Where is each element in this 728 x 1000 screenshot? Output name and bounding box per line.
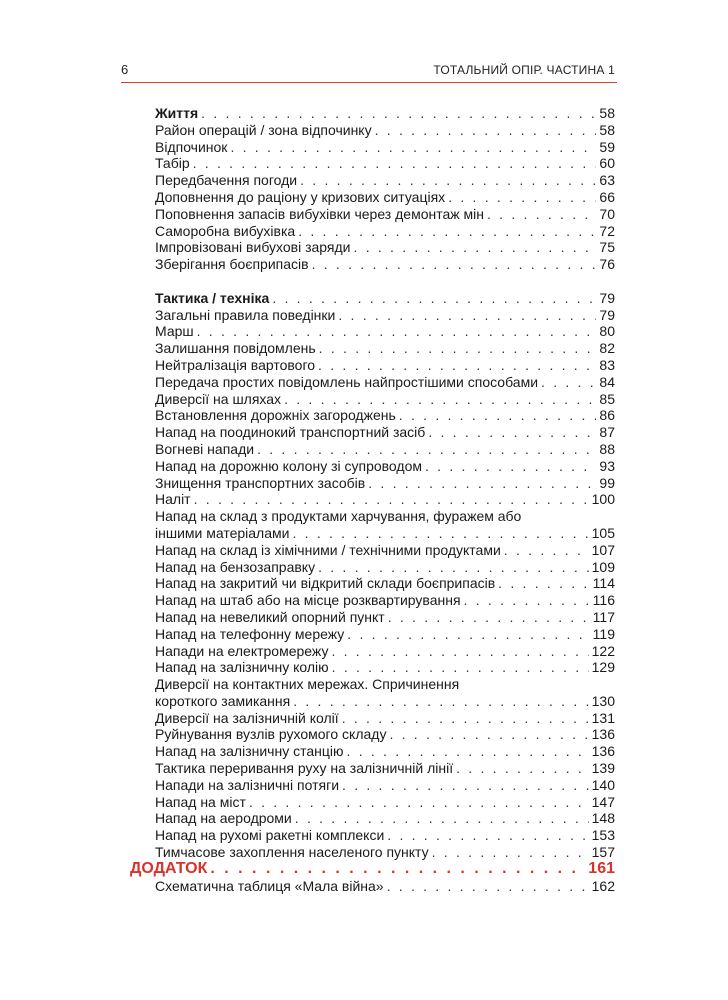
toc-entry-page: 72 bbox=[599, 222, 615, 239]
toc-entry[interactable] bbox=[155, 609, 615, 626]
toc-entry-page: 114 bbox=[592, 575, 615, 592]
toc-entry[interactable] bbox=[155, 643, 615, 660]
toc-entry-label: Напади на електромережу bbox=[155, 642, 329, 659]
dot-leader bbox=[387, 878, 589, 895]
toc-entry-label-line1: Диверсії на контактних мережах. Спричинення bbox=[155, 676, 460, 693]
toc-entry-label: Напад на телефонну мережу bbox=[155, 625, 345, 642]
dot-leader bbox=[193, 155, 597, 172]
dot-leader bbox=[399, 407, 597, 424]
dot-leader bbox=[284, 391, 596, 408]
toc-entry[interactable] bbox=[155, 878, 615, 895]
page-header bbox=[121, 60, 617, 84]
toc-entry[interactable] bbox=[155, 139, 615, 156]
dot-leader bbox=[201, 105, 596, 122]
toc-entry[interactable] bbox=[155, 223, 615, 240]
toc-entry-label: Встановлення дорожніх загороджень bbox=[155, 407, 396, 424]
toc-entry-label: Диверсії на залізничній колії bbox=[155, 709, 339, 726]
toc-entry[interactable] bbox=[155, 559, 615, 576]
dot-leader bbox=[541, 374, 596, 391]
dot-leader bbox=[368, 475, 596, 492]
toc-entry-page: 119 bbox=[592, 625, 615, 642]
toc-entry-page: 136 bbox=[591, 743, 615, 760]
toc-entry-label: Знищення транспортних засобів bbox=[155, 474, 366, 491]
toc-entry-label: Зберігання боєприпасів bbox=[155, 256, 309, 273]
toc-entry-page: 140 bbox=[591, 776, 615, 793]
appendix-entry[interactable] bbox=[130, 859, 615, 879]
dot-leader bbox=[319, 340, 597, 357]
toc-entry-page: 139 bbox=[591, 760, 615, 777]
dot-leader bbox=[295, 810, 589, 827]
toc-entry[interactable] bbox=[155, 760, 615, 777]
toc-entry-label: Табір bbox=[155, 155, 190, 172]
toc-entry-page: 129 bbox=[591, 659, 615, 676]
toc-entry[interactable] bbox=[155, 491, 615, 508]
toc-entry[interactable] bbox=[155, 424, 615, 441]
toc-entry[interactable] bbox=[155, 323, 615, 340]
dot-leader bbox=[448, 189, 596, 206]
toc-entry[interactable] bbox=[155, 726, 615, 743]
toc-entry-label: Передбачення погоди bbox=[155, 172, 298, 189]
toc-entry[interactable] bbox=[155, 827, 615, 844]
toc-entry-page: 59 bbox=[599, 138, 615, 155]
toc-entry[interactable] bbox=[155, 575, 615, 592]
toc-entry[interactable] bbox=[155, 441, 615, 458]
toc-entry[interactable] bbox=[155, 794, 615, 811]
toc-entry-label: Саморобна вибухівка bbox=[155, 222, 296, 239]
toc-entry-label: Напад на аеродроми bbox=[155, 810, 292, 827]
toc-entry[interactable] bbox=[155, 458, 615, 475]
toc-entry-label: Відпочинок bbox=[155, 138, 228, 155]
toc-entry-page: 117 bbox=[592, 608, 615, 625]
toc-entry-label: Вогневі напади bbox=[155, 440, 255, 457]
toc-entry-label: Напад на дорожню колону зі супроводом bbox=[155, 457, 422, 474]
toc-entry-page: 75 bbox=[599, 239, 615, 256]
toc-entry[interactable] bbox=[155, 206, 615, 223]
toc-entry-label: Нейтралізація вартового bbox=[155, 356, 316, 373]
toc-entry-label: Тактика / техніка bbox=[155, 289, 270, 306]
dot-leader bbox=[354, 239, 597, 256]
toc-entry-page: 79 bbox=[599, 289, 615, 306]
toc-entry-page: 93 bbox=[599, 457, 615, 474]
appendix-items bbox=[155, 878, 615, 895]
toc-entry[interactable] bbox=[155, 659, 615, 676]
toc-entry-label: Загальні правила поведінки bbox=[155, 306, 336, 323]
toc-entry-page: 83 bbox=[599, 356, 615, 373]
dot-leader bbox=[230, 139, 596, 156]
toc-entry-label: Доповнення до раціону у кризових ситуаціях bbox=[155, 188, 446, 205]
toc-entry-label: Імпровізовані вибухові заряди bbox=[155, 239, 351, 256]
toc-entry[interactable] bbox=[155, 475, 615, 492]
toc-entry[interactable] bbox=[155, 340, 615, 357]
toc-entry-label: Передача простих повідомлень найпростішими способами bbox=[155, 373, 539, 390]
toc-entry-label: Напад на склад із хімічними / технічними продуктами bbox=[155, 541, 501, 558]
dot-leader bbox=[464, 592, 590, 609]
toc-entry-page: 80 bbox=[599, 323, 615, 340]
dot-leader bbox=[338, 307, 596, 324]
toc-entry-label: Наліт bbox=[155, 491, 191, 508]
toc-entry-label: Напад на міст bbox=[155, 793, 246, 810]
dot-leader bbox=[257, 441, 596, 458]
dot-leader bbox=[318, 559, 589, 576]
toc-entry-page: 87 bbox=[599, 424, 615, 441]
toc-entry-page: 58 bbox=[599, 105, 615, 121]
dot-leader bbox=[249, 794, 589, 811]
toc-entry[interactable] bbox=[155, 542, 615, 559]
toc-entry[interactable] bbox=[155, 374, 615, 391]
toc-entry-page: 153 bbox=[591, 827, 615, 844]
running-title: ТОТАЛЬНИЙ ОПІР. ЧАСТИНА 1 bbox=[433, 63, 615, 77]
toc-entry-page: 116 bbox=[592, 592, 615, 609]
toc-entry[interactable] bbox=[155, 189, 615, 206]
toc-entry[interactable] bbox=[155, 508, 615, 542]
toc-entry[interactable] bbox=[155, 626, 615, 643]
toc-section-heading[interactable] bbox=[155, 105, 615, 122]
toc-entry[interactable] bbox=[155, 307, 615, 324]
dot-leader bbox=[312, 256, 597, 273]
toc-entry-label: Напад на залізничну колію bbox=[155, 659, 329, 676]
toc-entry[interactable] bbox=[155, 743, 615, 760]
toc-entry[interactable] bbox=[155, 810, 615, 827]
toc-entry-label: Напад на рухомі ракетні комплекси bbox=[155, 827, 385, 844]
toc-entry-label: Напад на штаб або на місце розквартирування bbox=[155, 592, 461, 609]
toc-entry-page: 162 bbox=[591, 878, 615, 894]
toc-entry-label: Напад на невеликий опорний пункт bbox=[155, 608, 385, 625]
toc-section-heading[interactable] bbox=[155, 290, 615, 307]
toc-entry-page: 60 bbox=[599, 155, 615, 172]
toc-entry[interactable] bbox=[155, 172, 615, 189]
page-number: 6 bbox=[121, 62, 129, 77]
toc-entry-page: 70 bbox=[599, 205, 615, 222]
toc-entry-page: 66 bbox=[599, 188, 615, 205]
dot-leader bbox=[347, 743, 589, 760]
dot-leader bbox=[331, 643, 588, 660]
toc-entry[interactable] bbox=[155, 256, 615, 273]
toc-entry-label: короткого замикання bbox=[155, 692, 291, 709]
toc-entry-page: 63 bbox=[599, 172, 615, 189]
toc-entry-label: Напад на поодинокий транспортний засіб bbox=[155, 424, 426, 441]
dot-leader bbox=[347, 626, 589, 643]
dot-leader bbox=[318, 357, 596, 374]
toc-entry-page: 85 bbox=[599, 390, 615, 407]
toc-entry-page: 122 bbox=[591, 642, 615, 659]
toc-entry-page: 130 bbox=[591, 692, 615, 709]
toc-entry-label: Диверсії на шляхах bbox=[155, 390, 282, 407]
appendix-title: ДОДАТОК bbox=[130, 860, 208, 877]
toc-entry-label: Напад на закритий чи відкритий склади боєприпасів bbox=[155, 575, 496, 592]
toc-entry[interactable] bbox=[155, 357, 615, 374]
toc-entry[interactable] bbox=[155, 239, 615, 256]
toc-entry-page: 100 bbox=[591, 491, 615, 508]
toc-entry[interactable] bbox=[155, 592, 615, 609]
toc-entry-label: Залишання повідомлень bbox=[155, 340, 316, 357]
dot-leader bbox=[292, 525, 588, 542]
toc-entry-page: 147 bbox=[591, 793, 615, 810]
toc-entry-page: 107 bbox=[591, 541, 615, 558]
toc-entry-page: 84 bbox=[599, 373, 615, 390]
toc-entry[interactable] bbox=[155, 391, 615, 408]
toc-entry-page: 157 bbox=[591, 844, 615, 861]
dot-leader bbox=[387, 827, 588, 844]
toc-entry-page: 58 bbox=[599, 121, 615, 138]
dot-leader bbox=[197, 323, 597, 340]
toc-entry[interactable] bbox=[155, 407, 615, 424]
dot-leader bbox=[428, 424, 596, 441]
header-rule bbox=[121, 82, 617, 83]
table-of-contents bbox=[155, 105, 615, 861]
dot-leader bbox=[293, 693, 588, 710]
dot-leader bbox=[487, 206, 596, 223]
dot-leader bbox=[504, 542, 589, 559]
dot-leader bbox=[300, 172, 596, 189]
toc-entry-page: 99 bbox=[599, 474, 615, 491]
dot-leader bbox=[388, 609, 590, 626]
toc-entry-page: 109 bbox=[591, 558, 615, 575]
dot-leader bbox=[298, 223, 596, 240]
toc-entry-label: Поповнення запасів вибухівки через демонтаж мін bbox=[155, 205, 484, 222]
toc-entry[interactable] bbox=[155, 676, 615, 710]
toc-entry[interactable] bbox=[155, 155, 615, 172]
toc-entry-label: Тактика переривання руху на залізничній лінії bbox=[155, 760, 454, 777]
appendix-page: 161 bbox=[588, 860, 615, 877]
toc-entry-label: Напад на бензозаправку bbox=[155, 558, 316, 575]
toc-entry-page: 131 bbox=[591, 709, 615, 726]
toc-entry[interactable] bbox=[155, 122, 615, 139]
dot-leader bbox=[375, 122, 597, 139]
dot-leader bbox=[425, 458, 596, 475]
toc-entry-label: Напад на залізничну станцію bbox=[155, 743, 344, 760]
dot-leader bbox=[342, 710, 589, 727]
dot-leader bbox=[456, 760, 589, 777]
toc-entry-label: Напади на залізничні потяги bbox=[155, 776, 340, 793]
toc-entry[interactable] bbox=[155, 777, 615, 794]
toc-entry-label-line1: Напад на склад з продуктами харчування, фуражем або bbox=[155, 508, 522, 525]
toc-entry-label: Життя bbox=[155, 105, 199, 121]
dot-leader bbox=[389, 726, 588, 743]
section-gap bbox=[155, 273, 615, 290]
toc-entry-page: 88 bbox=[599, 440, 615, 457]
dot-leader bbox=[498, 575, 590, 592]
toc-entry-label: Марш bbox=[155, 323, 194, 340]
toc-entry-page: 105 bbox=[591, 524, 615, 541]
toc-entry-page: 76 bbox=[599, 256, 615, 273]
toc-entry-page: 148 bbox=[591, 810, 615, 827]
dot-leader bbox=[194, 491, 589, 508]
toc-entry-page: 82 bbox=[599, 340, 615, 357]
dot-leader bbox=[332, 659, 589, 676]
toc-entry-label: Руйнування вузлів рухомого складу bbox=[155, 726, 387, 743]
toc-entry-label: іншими матеріалами bbox=[155, 524, 290, 541]
dot-leader bbox=[272, 290, 596, 307]
toc-entry-label: Район операцій / зона відпочинку bbox=[155, 121, 372, 138]
dot-leader bbox=[342, 777, 589, 794]
toc-entry-label: Схематична таблиця «Мала війна» bbox=[155, 878, 384, 894]
dot-leader bbox=[210, 859, 585, 879]
toc-entry-page: 86 bbox=[599, 407, 615, 424]
toc-entry-label: Тимчасове захоплення населеного пункту bbox=[155, 844, 429, 861]
toc-entry-page: 79 bbox=[599, 306, 615, 323]
toc-entry[interactable] bbox=[155, 710, 615, 727]
toc-entry-page: 136 bbox=[591, 726, 615, 743]
